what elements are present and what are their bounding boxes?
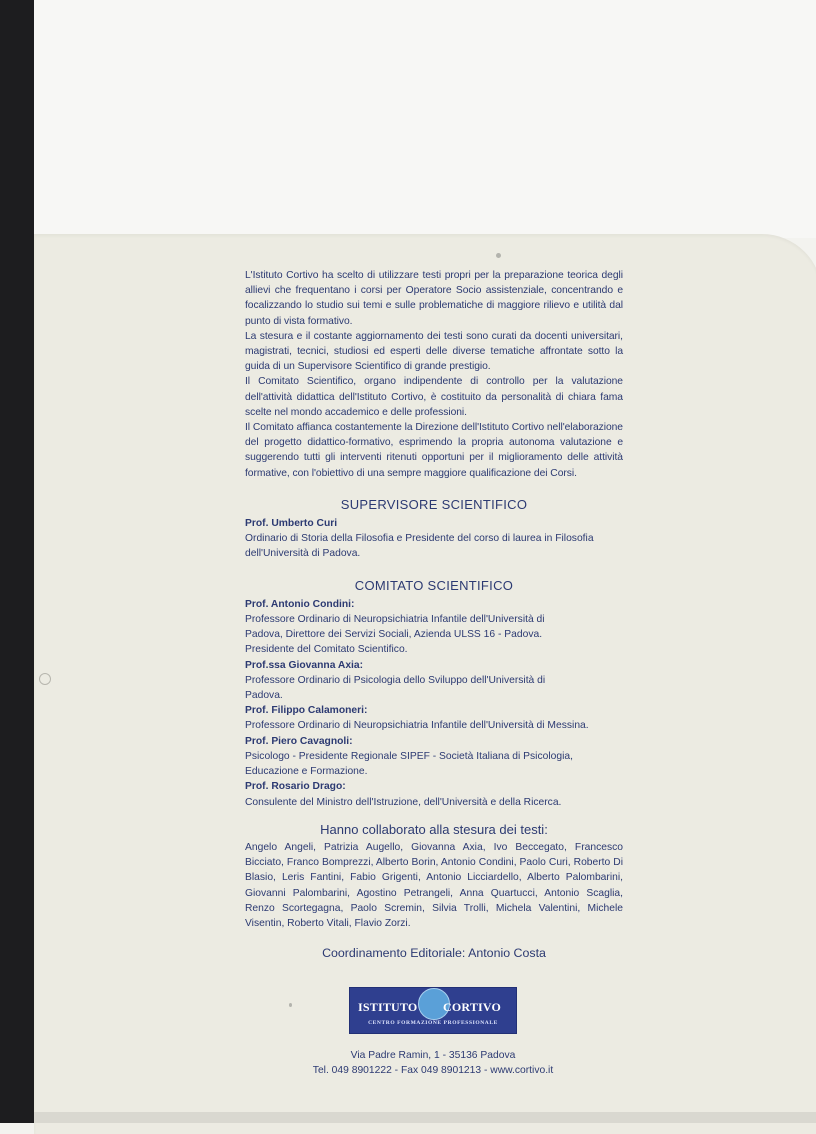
collaborators-heading: Hanno collaborato alla stesura dei testi:: [320, 821, 548, 837]
dust-speck: [289, 1003, 292, 1007]
supervisor-desc: Ordinario di Storia della Filosofia e Presidente del corso di laurea in Filosofia dell'Università di Padova.: [245, 533, 594, 560]
dust-speck: [496, 253, 501, 258]
page-content: [245, 268, 623, 961]
istituto-cortivo-logo: [349, 987, 517, 1034]
collaborators-list: Angelo Angeli, Patrizia Augello, Giovanna Axia, Ivo Beccegato, Francesco Bicciato, Franco Bomprezzi, Alberto Borin, Antonio Condini, Paolo Curi, Roberto Di Blasio, Leris Fantini, Fabio Grigenti, Antonio Licciardello, Alberto Palombarini, Giovanni Palombarini, Agostino Petrangeli, Anna Quartucci, Antonio Scaglia, Renzo Scortegagna, Paolo Scremin, Silvia Trolli, Michela Valentini, Michele Visentin, Roberto Vitali, Flavio Zorzi.: [245, 841, 623, 929]
contact-line: Tel. 049 8901222 - Fax 049 8901213 - www.cortivo.it: [312, 1065, 554, 1076]
punch-mark: [39, 673, 51, 685]
member-name: Prof. Filippo Calamoneri:: [245, 705, 368, 717]
member-name: Prof. Piero Cavagnoli:: [245, 735, 353, 747]
address-line: Via Padre Ramin, 1 - 35136 Padova: [350, 1050, 516, 1061]
bottom-edge: [34, 1112, 816, 1123]
intro-paragraph: L'Istituto Cortivo ha scelto di utilizzare testi propri per la preparazione teorica degli allievi che frequentano i corsi per Operatore Socio assistenziale, concentrando e focalizzando lo studio sui temi e sulle problematiche di maggiore rilievo e utilità dal punto di vista formativo.: [245, 270, 623, 327]
intro-paragraph: Il Comitato affianca costantemente la Direzione dell'Istituto Cortivo nell'elaborazione del progetto didattico-formativo, esprimendo la propria autonoma valutazione e suggerendo tutti gli interventi ritenuti opportuni per il miglioramento delle attività formative, con l'obiettivo di una sempre maggiore qualificazione dei Corsi.: [245, 422, 623, 479]
top-white-area: [34, 0, 816, 238]
committee-heading: COMITATO SCIENTIFICO: [354, 577, 514, 593]
member-desc: Professore Ordinario di Neuropsichiatria Infantile dell'Università di Messina.: [245, 720, 589, 732]
intro-text: [245, 268, 623, 481]
intro-paragraph: La stesura e il costante aggiornamento dei testi sono curati da docenti universitari, magistrati, tecnici, studiosi ed esperti delle diverse tematiche affrontate sotto la guida di un Supervisore Scientifico di grande prestigio.: [245, 330, 623, 373]
binding-edge: [0, 0, 34, 1123]
member-desc: Professore Ordinario di Psicologia dello Sviluppo dell'Università di Padova.: [245, 674, 546, 702]
member-name: Prof.ssa Giovanna Axia:: [245, 659, 364, 671]
logo-text-left: ISTITUTO: [358, 1000, 418, 1014]
contact-address: [280, 1048, 586, 1078]
logo-text-right: CORTIVO: [443, 1000, 502, 1014]
editorial-coordination: Coordinamento Editoriale: Antonio Costa: [322, 946, 546, 961]
supervisor-heading: SUPERVISORE SCIENTIFICO: [340, 496, 528, 512]
member-name: Prof. Rosario Drago:: [245, 781, 346, 793]
logo-subtitle: CENTRO FORMAZIONE PROFESSIONALE: [368, 1020, 498, 1026]
member-desc: Consulente del Ministro dell'Istruzione, dell'Università e della Ricerca.: [245, 796, 562, 808]
member-desc: Psicologo - Presidente Regionale SIPEF - Società Italiana di Psicologia, Educazione e Formazione.: [245, 750, 573, 778]
member-name: Prof. Antonio Condini:: [245, 598, 355, 610]
member-desc: Professore Ordinario di Neuropsichiatria Infantile dell'Università di Padova, Direttore dei Servizi Sociali, Azienda ULSS 16 - Padova. Presidente del Comitato Scientifico.: [245, 614, 545, 656]
supervisor-name: Prof. Umberto Curi: [245, 518, 338, 530]
committee-list: [245, 597, 623, 810]
intro-paragraph: Il Comitato Scientifico, organo indipendente di controllo per la valutazione dell'attività didattica dell'Istituto Cortivo, è costituito da personalità di chiara fama scelte nel mondo accademico e delle professioni.: [245, 376, 623, 418]
